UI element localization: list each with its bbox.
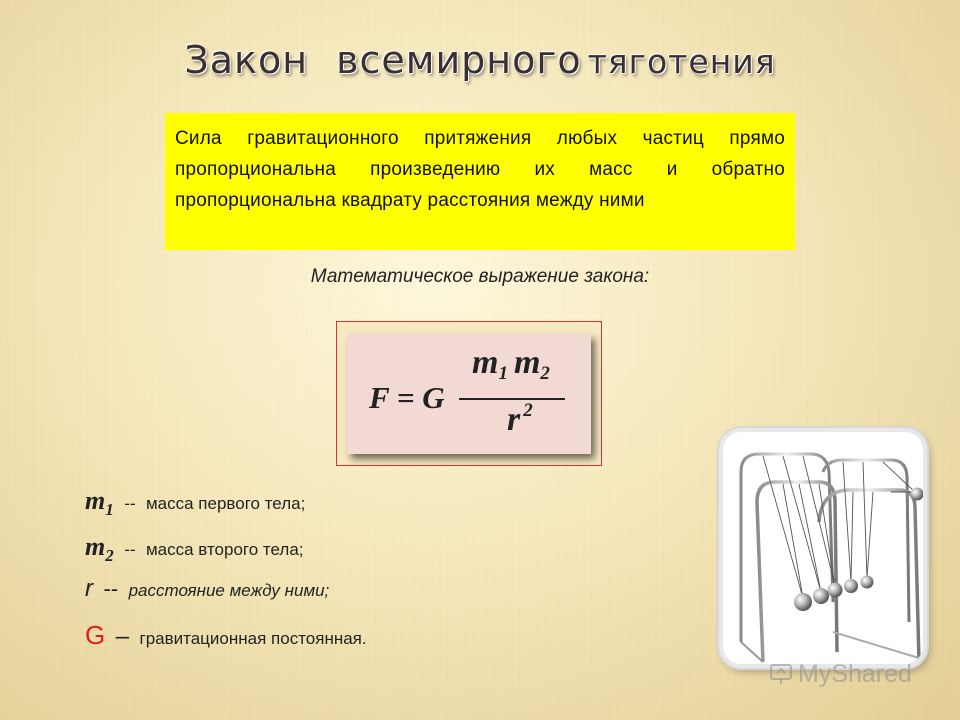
symbol-subscript: 1 bbox=[105, 500, 114, 519]
law-definition-text: Сила гравитационного притяжения любых частиц прямо пропорциональна произведению их масс и обратно пропорциональна квадрату расстояния между ними bbox=[175, 128, 785, 211]
legend-description: масса первого тела; bbox=[145, 494, 306, 513]
legend-description: расстояние между ними; bbox=[128, 581, 330, 600]
formula-m1: m bbox=[472, 344, 499, 381]
legend-symbol bbox=[85, 486, 114, 519]
watermark-text: MyShared bbox=[798, 660, 912, 688]
legend-dash: -- bbox=[124, 540, 136, 559]
legend-item-g bbox=[85, 620, 367, 651]
symbol-letter: m bbox=[85, 486, 106, 515]
formula-m2-subscript: 2 bbox=[540, 363, 550, 384]
formula-m2: m bbox=[513, 344, 541, 381]
newtons-cradle-icon bbox=[723, 432, 923, 664]
formula-card bbox=[347, 334, 591, 454]
formula-numerator bbox=[472, 344, 556, 385]
title-word-3: тяготения bbox=[587, 42, 776, 81]
formula-r-power: 2 bbox=[523, 400, 533, 421]
formula-r: r bbox=[507, 401, 521, 438]
legend-dash: -- bbox=[103, 576, 119, 601]
formula-lhs: F = G bbox=[369, 380, 445, 415]
title-word-1: Закон bbox=[184, 38, 309, 82]
formula-denominator bbox=[507, 400, 533, 439]
formula-heading-text: Математическое выражение закона: bbox=[310, 266, 650, 287]
myshared-logo-icon bbox=[768, 660, 794, 686]
slide-title bbox=[0, 38, 960, 82]
newtons-cradle-photo bbox=[719, 428, 927, 668]
legend-item-r bbox=[85, 575, 329, 603]
legend-item-m1 bbox=[85, 486, 305, 520]
title-word-2: всемирного bbox=[336, 38, 582, 82]
legend-symbol: r bbox=[85, 575, 93, 602]
legend-description: гравитационная постоянная. bbox=[139, 629, 367, 648]
formula-heading bbox=[0, 266, 960, 288]
legend-dash: – bbox=[115, 623, 130, 650]
symbol-letter: m bbox=[85, 532, 106, 561]
legend-symbol: G bbox=[85, 620, 106, 650]
formula-frame bbox=[336, 321, 602, 466]
law-definition-box bbox=[165, 113, 795, 250]
legend-description: масса второго тела; bbox=[145, 540, 304, 559]
watermark bbox=[768, 660, 938, 692]
legend-dash: -- bbox=[124, 494, 136, 513]
symbol-subscript: 2 bbox=[105, 546, 114, 565]
legend-symbol bbox=[85, 532, 114, 565]
formula-m1-subscript: 1 bbox=[498, 363, 508, 384]
legend-item-m2 bbox=[85, 532, 304, 566]
